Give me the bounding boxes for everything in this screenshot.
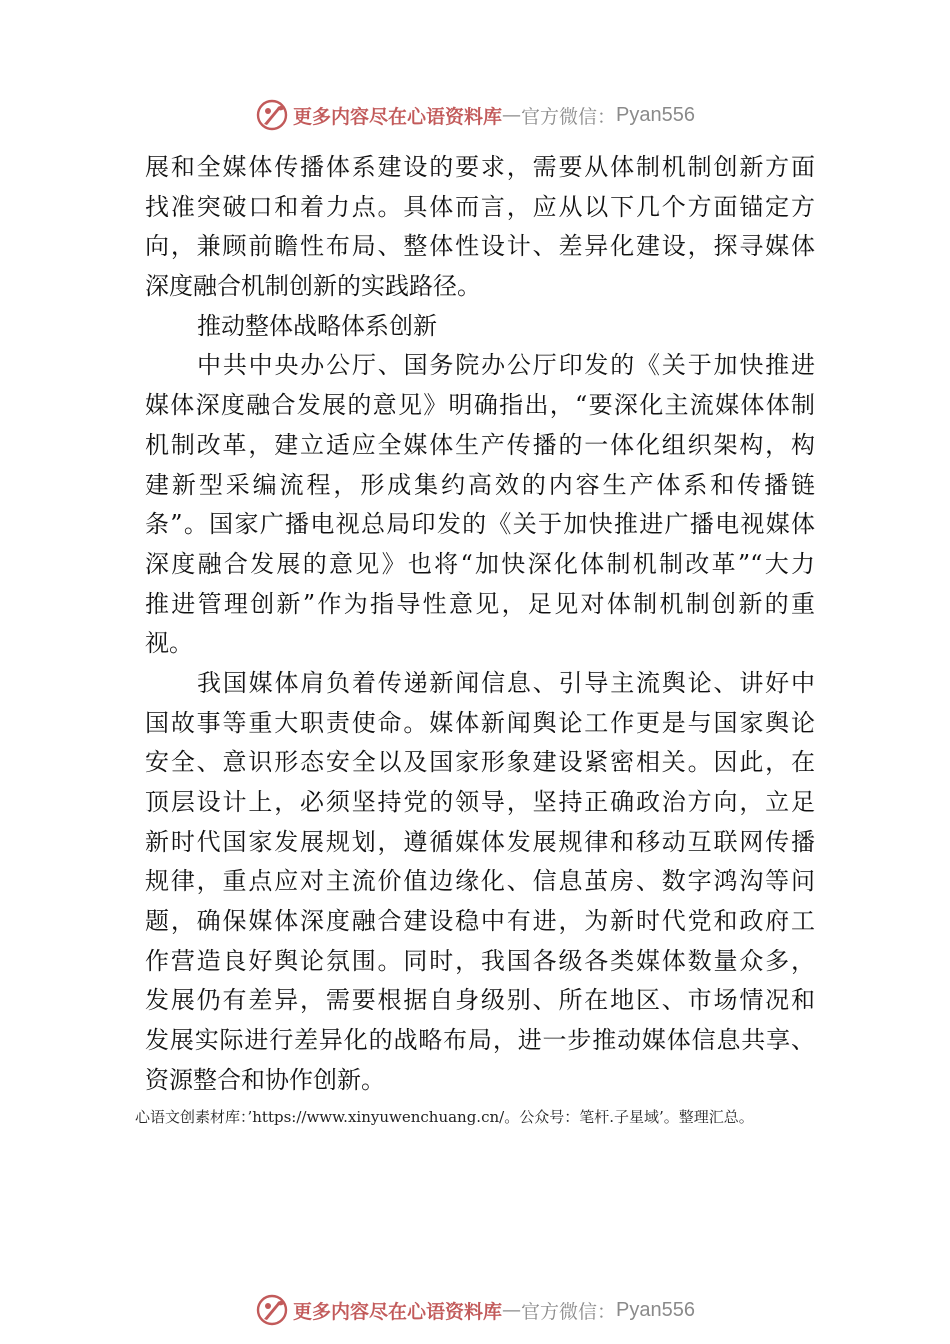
body-line: 深度融合机制创新的实践路径。 (145, 272, 481, 301)
watermark-site-text: 更多内容尽在心语资料库 (293, 105, 503, 128)
watermark-dash: — (502, 1299, 522, 1321)
body-line: 找准突破口和着力点。具体而言，应从以下几个方面锚定方 (145, 192, 815, 221)
body-line: 视。 (145, 629, 193, 658)
body-line: 建新型采编流程，形成集约高效的内容生产体系和传播链 (145, 470, 815, 499)
body-line: 资源整合和协作创新。 (145, 1065, 385, 1094)
body-line: 题，确保媒体深度融合建设稳中有进，为新时代党和政府工 (145, 907, 815, 936)
body-line: 规律，重点应对主流价值边缘化、信息茧房、数字鸿沟等问 (145, 867, 815, 896)
article-body (145, 148, 815, 1101)
body-line: 推进管理创新”作为指导性意见，足见对体制机制创新的重 (145, 589, 815, 618)
body-line: 发展实际进行差异化的战略布局，进一步推动媒体信息共享、 (145, 1026, 815, 1055)
watermark-wechat-label: 官方微信： (521, 105, 617, 128)
body-line: 深度融合发展的意见》也将“加快深化体制机制改革”“大力 (145, 549, 815, 578)
watermark-wechat-id: Pyan556 (616, 103, 695, 126)
watermark-dash: — (502, 104, 522, 126)
body-line: 中共中央办公厅、国务院办公厅印发的《关于加快推进 (197, 351, 815, 380)
source-note: 心语文创素材库：’https://www.xinyuwenchuang.cn/。公众号：笔杆.子星域’。整理汇总。 (135, 1108, 754, 1126)
body-line: 安全、意识形态安全以及国家形象建设紧密相关。因此，在 (145, 748, 815, 777)
quill-logo-icon (255, 98, 289, 132)
body-line: 国故事等重大职责使命。媒体新闻舆论工作更是与国家舆论 (145, 708, 815, 737)
quill-logo-icon (255, 1293, 289, 1327)
body-line: 新时代国家发展规划，遵循媒体发展规律和移动互联网传播 (145, 827, 815, 856)
watermark-wechat-label: 官方微信： (521, 1300, 617, 1323)
body-line: 媒体深度融合发展的意见》明确指出，“要深化主流媒体体制 (145, 391, 815, 420)
body-line: 展和全媒体传播体系建设的要求，需要从体制机制创新方面 (145, 153, 815, 181)
section-heading: 推动整体战略体系创新 (197, 311, 437, 340)
footer-watermark (0, 1290, 950, 1330)
body-line: 向，兼顾前瞻性布局、整体性设计、差异化建设，探寻媒体 (145, 232, 815, 261)
body-line: 机制改革，建立适应全媒体生产传播的一体化组织架构，构 (145, 430, 815, 459)
body-line: 作营造良好舆论氛围。同时，我国各级各类媒体数量众多， (145, 946, 815, 975)
body-line: 发展仍有差异，需要根据自身级别、所在地区、市场情况和 (145, 986, 815, 1015)
header-watermark (0, 95, 950, 135)
body-line: 我国媒体肩负着传递新闻信息、引导主流舆论、讲好中 (197, 668, 815, 697)
watermark-site-text: 更多内容尽在心语资料库 (293, 1300, 503, 1323)
body-line: 条”。国家广播电视总局印发的《关于加快推进广播电视媒体 (145, 510, 815, 539)
body-line: 顶层设计上，必须坚持党的领导，坚持正确政治方向，立足 (145, 788, 815, 816)
watermark-wechat-id: Pyan556 (616, 1298, 695, 1321)
